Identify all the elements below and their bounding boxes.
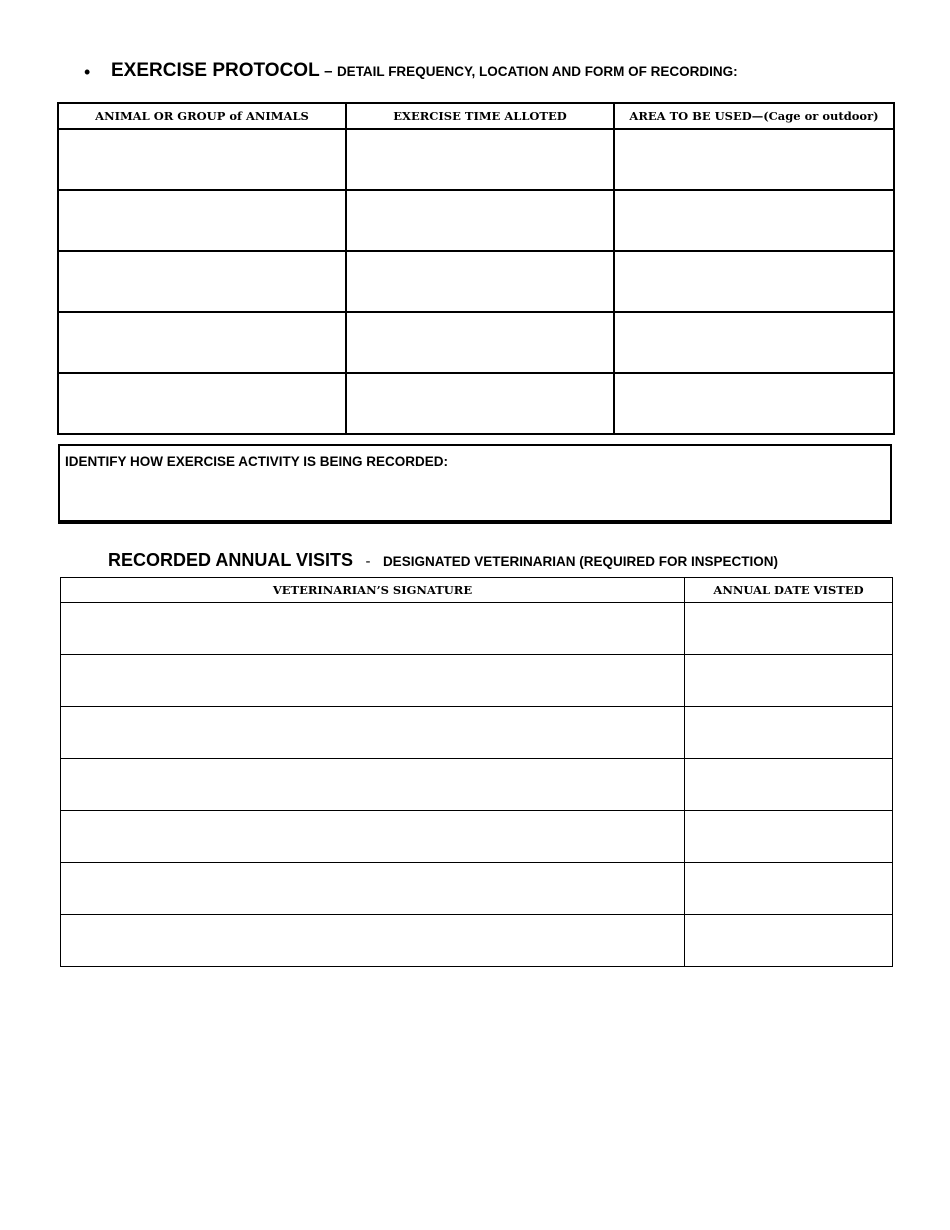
- table-row: [61, 707, 893, 759]
- column-header-area: AREA TO BE USED—(Cage or outdoor): [614, 103, 894, 129]
- exercise-protocol-subtitle: DETAIL FREQUENCY, LOCATION AND FORM OF RECORDING:: [336, 64, 738, 79]
- date-visited-cell[interactable]: [685, 915, 893, 967]
- exercise-time-cell[interactable]: [346, 129, 614, 190]
- table-row: [61, 863, 893, 915]
- annual-visits-heading: [108, 550, 778, 571]
- annual-visits-title: RECORDED ANNUAL VISITS: [108, 550, 354, 570]
- annual-visits-table: [60, 577, 893, 967]
- annual-visits-subtitle: DESIGNATED VETERINARIAN (REQUIRED FOR INSPECTION): [382, 554, 778, 569]
- signature-cell[interactable]: [61, 707, 685, 759]
- recording-method-box[interactable]: [58, 444, 892, 524]
- date-visited-cell[interactable]: [685, 603, 893, 655]
- table-row: [58, 373, 894, 434]
- area-cell[interactable]: [614, 312, 894, 373]
- column-header-date-visited: ANNUAL DATE VISTED: [685, 578, 893, 603]
- heading-dash: -: [365, 553, 371, 570]
- animal-cell[interactable]: [58, 190, 346, 251]
- column-header-animal: ANIMAL OR GROUP of ANIMALS: [58, 103, 346, 129]
- area-cell[interactable]: [614, 129, 894, 190]
- date-visited-cell[interactable]: [685, 655, 893, 707]
- date-visited-cell[interactable]: [685, 759, 893, 811]
- signature-cell[interactable]: [61, 863, 685, 915]
- exercise-table: [57, 102, 895, 435]
- date-visited-cell[interactable]: [685, 707, 893, 759]
- bullet-icon: •: [84, 62, 91, 82]
- exercise-time-cell[interactable]: [346, 373, 614, 434]
- table-row: [61, 915, 893, 967]
- animal-cell[interactable]: [58, 312, 346, 373]
- visits-table-header: [61, 578, 893, 603]
- exercise-protocol-title: EXERCISE PROTOCOL: [111, 60, 320, 81]
- table-row: [58, 190, 894, 251]
- table-row: [58, 312, 894, 373]
- table-row: [61, 603, 893, 655]
- area-cell[interactable]: [614, 190, 894, 251]
- table-row: [58, 251, 894, 312]
- signature-cell[interactable]: [61, 759, 685, 811]
- table-row: [61, 759, 893, 811]
- signature-cell[interactable]: [61, 603, 685, 655]
- table-row: [61, 655, 893, 707]
- table-row: [61, 811, 893, 863]
- area-cell[interactable]: [614, 251, 894, 312]
- table-row: [58, 129, 894, 190]
- area-cell[interactable]: [614, 373, 894, 434]
- animal-cell[interactable]: [58, 129, 346, 190]
- date-visited-cell[interactable]: [685, 811, 893, 863]
- exercise-time-cell[interactable]: [346, 190, 614, 251]
- exercise-table-header: [58, 103, 894, 129]
- heading-dash: –: [324, 63, 333, 80]
- signature-cell[interactable]: [61, 811, 685, 863]
- date-visited-cell[interactable]: [685, 863, 893, 915]
- column-header-signature: VETERINARIAN’S SIGNATURE: [61, 578, 685, 603]
- animal-cell[interactable]: [58, 251, 346, 312]
- signature-cell[interactable]: [61, 915, 685, 967]
- exercise-time-cell[interactable]: [346, 251, 614, 312]
- exercise-time-cell[interactable]: [346, 312, 614, 373]
- column-header-exercise-time: EXERCISE TIME ALLOTED: [346, 103, 614, 129]
- recording-method-label: IDENTIFY HOW EXERCISE ACTIVITY IS BEING RECORDED:: [65, 454, 449, 469]
- animal-cell[interactable]: [58, 373, 346, 434]
- signature-cell[interactable]: [61, 655, 685, 707]
